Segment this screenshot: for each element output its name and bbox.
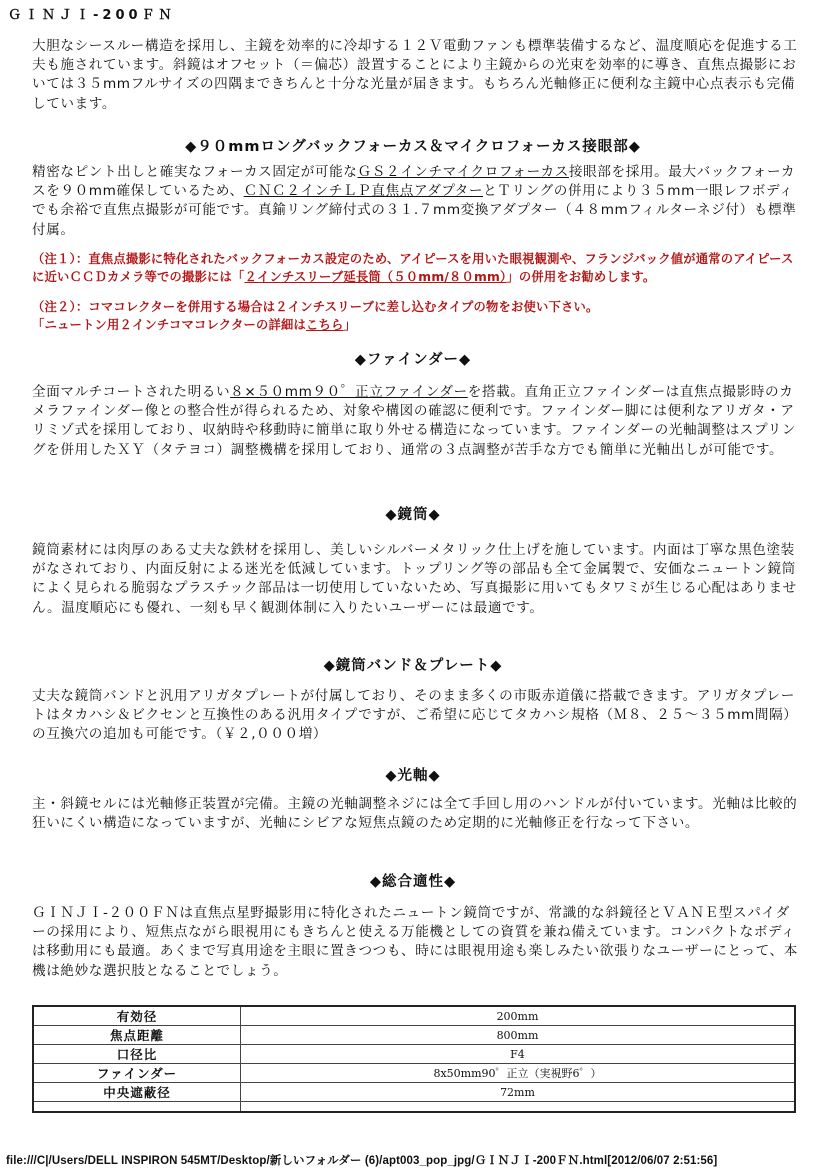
finder-paragraph [32, 383, 798, 460]
tube-paragraph: 鏡筒素材には肉厚のある丈夫な鉄材を採用し、美しいシルバーメタリック仕上げを施しています。内面は丁寧な黒色塗装がなされており、内面反射による迷光を低減しています。トップリング等の部品も全て金属製で、安価なニュートン鏡筒によく見られる脆弱なプラスチック部品は一切使用していないため、写真撮影に用いてもタワミが生じる心配はありません。温度順応にも優れ、一刻も早く観測体制に入りたいユーザーには最適です。 [32, 542, 797, 616]
cnc-adapter-link[interactable]: ＣＮＣ２インチＬＰ直焦点アダプター [243, 183, 484, 200]
focuser-text-b: 接眼部を採用。最大バックフォーカスを９０mm確保しているため、 [32, 164, 796, 200]
focuser-text-c: とＴリングの併用により３５mm一眼レフボディでも余裕で直焦点撮影が可能です。真鍮リング締付式の３１.７mm変換アダプター（４８mmフィルターネジ付）も標準付属。 [32, 183, 797, 238]
focuser-paragraph [32, 163, 798, 240]
note-1-text-b: 」の併用をお勧めします。 [506, 270, 656, 284]
focuser-heading: ◆９０mmロングバックフォーカス＆マイクロフォーカス接眼部◆ [185, 139, 641, 155]
spec-value: F4 [241, 1045, 796, 1064]
spec-value: 8x50mm90゜正立（実視野6゜） [241, 1064, 796, 1083]
print-footer: file:///C|/Users/DELL INSPIRON 545MT/Desktop/新しいフォルダー (6)/apt003_pop_jpg/ＧＩＮＪＩ-200ＦＮ.html[2012/06/07 2:51:56] [6, 1155, 718, 1167]
note-2-line1: （注２）：コマコレクターを併用する場合は２インチスリーブに差し込むタイプの物をお使い下さい。 [32, 300, 599, 314]
table-row [33, 1045, 795, 1064]
spec-label: 有効径 [33, 1006, 241, 1026]
axis-heading: ◆光軸◆ [385, 768, 441, 784]
spec-label: 中央遮蔽径 [33, 1083, 241, 1102]
finder-text-a: 全面マルチコートされた明るい [32, 384, 231, 400]
overall-heading: ◆総合適性◆ [369, 874, 457, 890]
spec-label [33, 1102, 241, 1113]
note-1-text-a: （注１）：直焦点撮影に特化されたバックフォーカス設定のため、アイピースを用いた眼視観測や、フランジバック値が通常のアイピースに近いＣＣＤカメラ等での撮影には「 [32, 252, 794, 284]
spec-value: 800mm [241, 1026, 796, 1045]
table-row [33, 1006, 795, 1026]
spec-table [32, 1005, 796, 1113]
axis-paragraph: 主・斜鏡セルには光軸修正装置が完備。主鏡の光軸調整ネジには全て手回し用のハンドルが付いています。光軸は比較的狂いにくい構造になっていますが、光軸にシビアな短焦点鏡のため定期的に光軸修正を行なって下さい。 [32, 796, 798, 832]
note-1 [32, 250, 802, 286]
band-paragraph: 丈夫な鏡筒バンドと汎用アリガタプレートが付属しており、そのまま多くの市販赤道儀に搭載できます。アリガタプレートはタカハシ＆ビクセンと互換性のある汎用タイプですが、ご希望に応じてタカハシ規格（Ｍ８、２５～３５mm間隔）の互換穴の追加も可能です。（￥２,０００増） [32, 688, 798, 743]
table-row [33, 1102, 795, 1113]
intro-paragraph: 大胆なシースルー構造を採用し、主鏡を効率的に冷却する１２Ｖ電動ファンも標準装備するなど、温度順応を促進する工夫も施されています。斜鏡はオフセット（＝偏芯）設置することにより主鏡からの光束を効率的に導き、直焦点撮影においては３５mmフルサイズの四隅まできちんと十分な光量が届きます。もちろん光軸修正に便利な主鏡中心点表示も完備しています。 [32, 38, 798, 112]
page-title: ＧＩＮＪＩ-200ＦＮ [8, 8, 176, 23]
spec-label: 口径比 [33, 1045, 241, 1064]
spec-label: 焦点距離 [33, 1026, 241, 1045]
note-2 [32, 298, 802, 334]
finder-link[interactable]: ８×５０mm９０゜正立ファインダー [230, 384, 468, 400]
spec-value [241, 1102, 796, 1113]
finder-heading: ◆ファインダー◆ [354, 352, 472, 368]
focuser-text-a: 精密なピント出しと確実なフォーカス固定が可能な [32, 164, 358, 180]
note-2-line2 [32, 316, 802, 334]
spec-label: ファインダー [33, 1064, 241, 1083]
note-2-text-b: 」 [343, 318, 356, 332]
coma-corrector-link[interactable]: こちら [305, 318, 344, 332]
finder-text-b: を搭載。直角正立ファインダーは直焦点撮影時のカメラファインダー像との整合性が得られるため、対象や構図の確認に便利です。ファインダー脚には便利なアリガタ・アリミゾ式を採用しており、収納時や移動時に簡単に取り外せる構造になっています。ファインダーの光軸調整はスプリングを併用したＸＹ（タテヨコ）調整機構を採用しており、通常の３点調整が苦手な方でも簡単に光軸出しが可能です。 [32, 384, 797, 458]
band-heading: ◆鏡筒バンド＆プレート◆ [323, 658, 503, 674]
tube-heading: ◆鏡筒◆ [385, 507, 441, 523]
table-row [33, 1064, 795, 1083]
table-row [33, 1026, 795, 1045]
note-2-text-a: 「ニュートン用２インチコマコレクターの詳細は [32, 318, 306, 332]
spec-value: 72mm [241, 1083, 796, 1102]
table-row [33, 1083, 795, 1102]
gs-focuser-link[interactable]: ＧＳ２インチマイクロフォーカス [357, 164, 569, 180]
spec-value: 200mm [241, 1006, 796, 1026]
sleeve-extension-link[interactable]: ２インチスリーブ延長筒（５０mm/８０mm） [244, 270, 507, 284]
overall-paragraph: ＧＩＮＪＩ-２００ＦＮは直焦点星野撮影用に特化されたニュートン鏡筒ですが、常識的な斜鏡径とＶＡＮＥ型スパイダーの採用により、短焦点ながら眼視用にもきちんと使える万能機としての資質を兼ね備えています。コンパクトなボディは移動用にも最適。あくまで写真用途を主眼に置きつつも、時には眼視用途も楽しみたい欲張りなユーザーにとって、本機は絶妙な選択肢となることでしょう。 [32, 905, 798, 979]
